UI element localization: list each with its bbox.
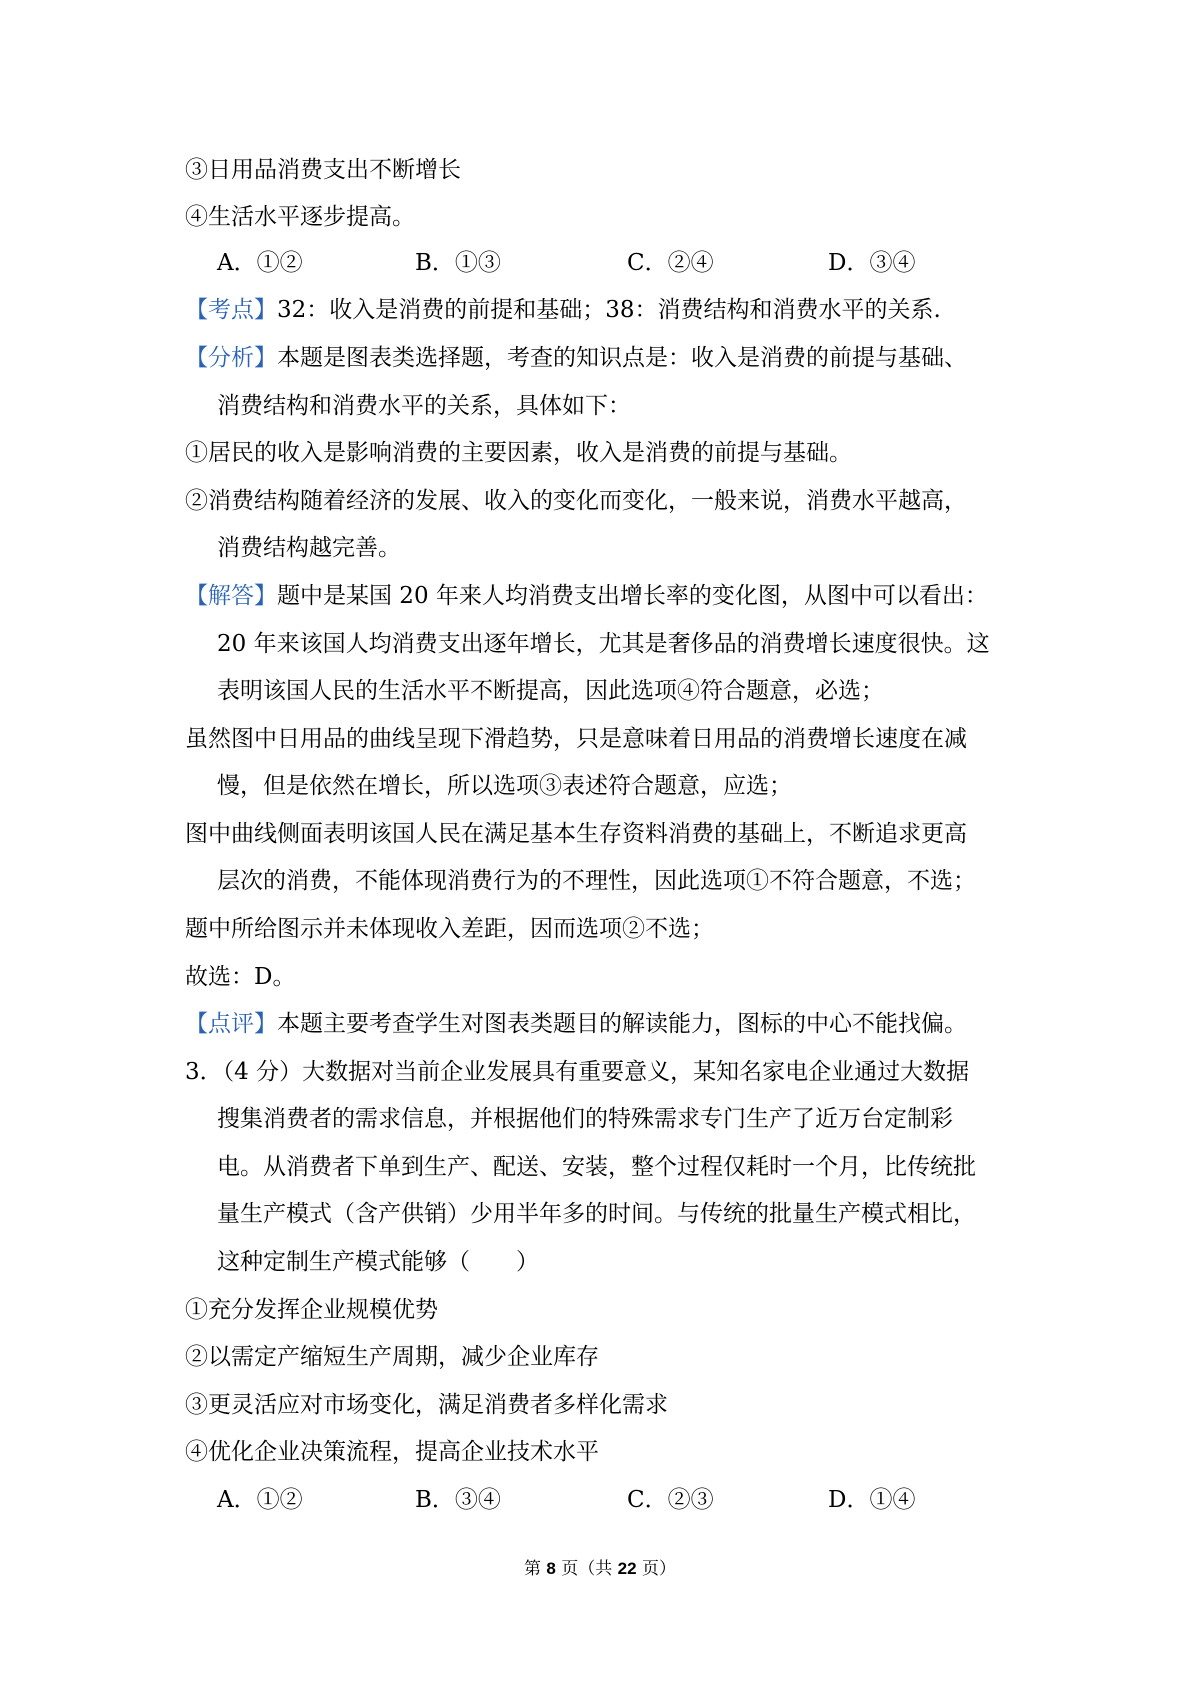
q2-option-d: D．③④ [828,250,916,276]
jieda-line-7: 层次的消费，不能体现消费行为的不理性，因此选项①不符合题意，不选； [217,868,976,894]
q3-option-c: C．②③ [627,1487,714,1513]
jieda-line-8: 题中所给图示并未体现收入差距，因而选项②不选； [185,916,714,942]
jieda-line-3: 表明该国人民的生活水平不断提高，因此选项④符合题意，必选； [217,678,884,704]
footer-suffix: 页） [636,1559,676,1579]
kaodian-text: 32：收入是消费的前提和基础；38：消费结构和消费水平的关系. [277,297,941,323]
q3-item-1: ①充分发挥企业规模优势 [185,1297,438,1323]
q3-stem-line-3: 电。从消费者下单到生产、配送、安装，整个过程仅耗时一个月，比传统批 [217,1154,976,1180]
footer-middle: 页（共 [555,1559,618,1579]
q3-item-3: ③更灵活应对市场变化，满足消费者多样化需求 [185,1392,668,1418]
q3-stem-line-1: 3．（4 分）大数据对当前企业发展具有重要意义，某知名家电企业通过大数据 [185,1059,970,1085]
q3-option-d: D．①④ [828,1487,916,1513]
jieda-line-1 [185,581,988,611]
page-footer [0,1557,1200,1581]
q2-option-c: C．②④ [627,250,714,276]
jieda-line-6: 图中曲线侧面表明该国人民在满足基本生存资料消费的基础上，不断追求更高 [185,821,967,847]
q3-stem-line-2: 搜集消费者的需求信息，并根据他们的特殊需求专门生产了近万台定制彩 [217,1106,953,1132]
q3-option-b: B．③④ [415,1487,501,1513]
jieda-line-4: 虽然图中日用品的曲线呈现下滑趋势，只是意味着日用品的消费增长速度在减 [185,726,967,752]
fenxi-point-1: ①居民的收入是影响消费的主要因素，收入是消费的前提与基础。 [185,440,852,466]
fenxi-line-2: 消费结构和消费水平的关系，具体如下： [217,393,631,419]
jieda-line-9: 故选：D。 [185,964,296,990]
dianping-text: 本题主要考查学生对图表类题目的解读能力，图标的中心不能找偏。 [277,1011,967,1037]
fenxi-text-1: 本题是图表类选择题，考查的知识点是：收入是消费的前提与基础、 [277,345,967,371]
jieda-line-2: 20 年来该国人均消费支出逐年增长，尤其是奢侈品的消费增长速度很快。这 [217,631,990,657]
q2-item-4: ④生活水平逐步提高。 [185,204,415,230]
dianping-tag: 【点评】 [185,1011,277,1037]
jieda-text-1: 题中是某国 20 年来人均消费支出增长率的变化图，从图中可以看出： [277,583,988,609]
q3-option-a: A．①② [217,1487,303,1513]
footer-prefix: 第 [523,1559,547,1579]
q3-stem-line-4: 量生产模式（含产供销）少用半年多的时间。与传统的批量生产模式相比， [217,1201,976,1227]
footer-page-number: 8 [546,1559,556,1578]
q2-option-a: A．①② [217,250,303,276]
kaodian-line [185,295,941,325]
footer-total-pages: 22 [617,1559,637,1578]
q3-stem-line-5: 这种定制生产模式能够（ ） [217,1249,539,1275]
jieda-line-5: 慢，但是依然在增长，所以选项③表述符合题意，应选； [217,773,792,799]
fenxi-tag: 【分析】 [185,345,277,371]
fenxi-line-1 [185,343,967,373]
fenxi-point-2-line-1: ②消费结构随着经济的发展、收入的变化而变化，一般来说，消费水平越高， [185,488,967,514]
fenxi-point-2-line-2: 消费结构越完善。 [217,535,401,561]
q2-item-3: ③日用品消费支出不断增长 [185,157,461,183]
kaodian-tag: 【考点】 [185,297,277,323]
dianping-line [185,1009,967,1039]
q3-item-2: ②以需定产缩短生产周期，减少企业库存 [185,1344,599,1370]
jieda-tag: 【解答】 [185,583,277,609]
q3-item-4: ④优化企业决策流程，提高企业技术水平 [185,1439,599,1465]
q2-option-b: B．①③ [415,250,501,276]
